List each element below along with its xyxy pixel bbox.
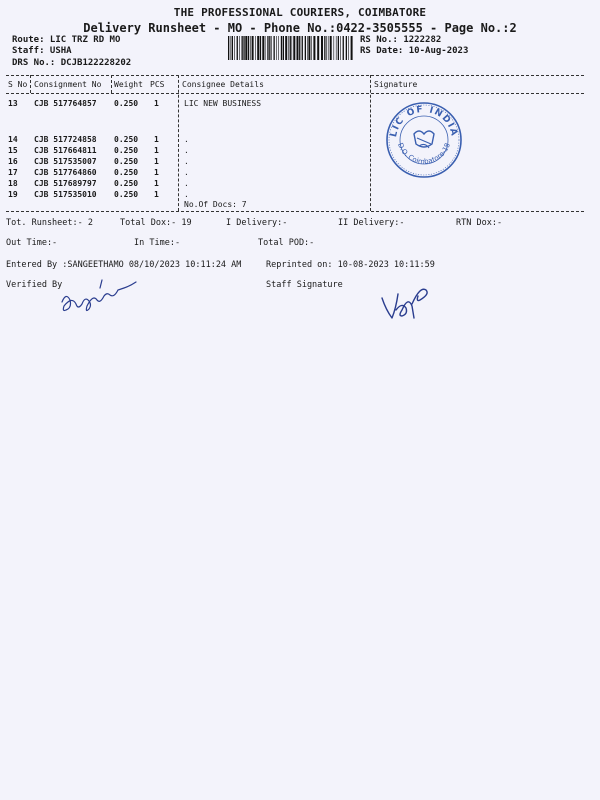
table-row-pcs: 1 [154, 99, 159, 108]
out-time: Out Time:- [6, 238, 58, 248]
col-divider [370, 75, 371, 211]
table-top-rule [6, 75, 584, 76]
table-row-weight: 0.250 [114, 168, 139, 177]
table-row-details: LIC NEW BUSINESS [184, 99, 262, 108]
rtn-dox: RTN Dox:- [456, 218, 503, 228]
staff-label: Staff: USHA [12, 46, 72, 56]
table-row-consignment: CJB 517535010 [34, 190, 97, 199]
col-header-sno: S No [8, 80, 28, 89]
table-row-sno: 19 [8, 190, 18, 199]
table-row-sno: 15 [8, 146, 18, 155]
table-row-pcs: 1 [154, 179, 159, 188]
in-time: In Time:- [134, 238, 181, 248]
table-row-details: . [184, 135, 189, 144]
table-row-details: . [184, 157, 189, 166]
col-divider [30, 75, 31, 93]
total-runsheet: Tot. Runsheet:- 2 [6, 218, 93, 228]
table-row-sno: 17 [8, 168, 18, 177]
table-row-weight: 0.250 [114, 190, 139, 199]
table-row-weight: 0.250 [114, 179, 139, 188]
table-row-sno: 14 [8, 135, 18, 144]
table-row-pcs: 1 [154, 190, 159, 199]
table-row-consignment: CJB 517764857 [34, 99, 97, 108]
table-row-pcs: 1 [154, 135, 159, 144]
svg-text:D.O. Coimbatore-18 [396, 142, 452, 166]
table-row-consignment: CJB 517664811 [34, 146, 97, 155]
table-row-details: . [184, 190, 189, 199]
table-row-details: . [184, 179, 189, 188]
table-row-consignment: CJB 517724858 [34, 135, 97, 144]
second-delivery: II Delivery:- [338, 218, 405, 228]
table-bottom-rule [6, 211, 584, 212]
table-row-sno: 13 [8, 99, 18, 108]
table-row-weight: 0.250 [114, 146, 139, 155]
col-header-weight: Weight [114, 80, 143, 89]
table-row-weight: 0.250 [114, 157, 139, 166]
col-header-signature: Signature [374, 80, 418, 89]
first-delivery: I Delivery:- [226, 218, 288, 228]
table-row-pcs: 1 [154, 157, 159, 166]
total-dox: Total Dox:- 19 [120, 218, 192, 228]
no-of-docs: No.Of Docs: 7 [184, 200, 247, 209]
staff-signature-label: Staff Signature [266, 280, 343, 290]
route-label: Route: LIC TRZ RD MO [12, 35, 121, 45]
table-row-details: . [184, 146, 189, 155]
col-header-consignee: Consignee Details [182, 80, 264, 89]
total-pod: Total POD:- [258, 238, 315, 248]
entered-by: Entered By :SANGEETHAMO 08/10/2023 10:11:24 AM [6, 260, 242, 270]
table-row-details: . [184, 168, 189, 177]
verifier-signature [56, 276, 146, 318]
table-row-sno: 16 [8, 157, 18, 166]
stamp-outer-text: LIC OF INDIA [389, 104, 459, 139]
col-divider [178, 75, 179, 211]
reprinted-on: Reprinted on: 10-08-2023 10:11:59 [266, 260, 435, 270]
table-row-pcs: 1 [154, 146, 159, 155]
verified-by-label: Verified By [6, 280, 63, 290]
col-header-pcs: PCS [150, 80, 165, 89]
company-title: THE PROFESSIONAL COURIERS, COIMBATORE [173, 6, 427, 19]
table-row-pcs: 1 [154, 168, 159, 177]
table-row-consignment: CJB 517764860 [34, 168, 97, 177]
staff-signature-mark [378, 282, 438, 326]
table-header-rule [6, 93, 584, 94]
col-header-consignment: Consignment No [34, 80, 102, 89]
barcode-image [228, 36, 354, 60]
drs-number: DRS No.: DCJB122228202 [12, 58, 132, 68]
rs-number: RS No.: 1222282 [360, 35, 442, 45]
rs-date: RS Date: 10-Aug-2023 [360, 46, 469, 56]
table-row-weight: 0.250 [114, 135, 139, 144]
col-divider [111, 75, 112, 93]
table-row-weight: 0.250 [114, 99, 139, 108]
runsheet-subtitle: Delivery Runsheet - MO - Phone No.:0422-3505555 - Page No.:2 [83, 21, 517, 35]
table-row-consignment: CJB 517535007 [34, 157, 97, 166]
table-row-consignment: CJB 517689797 [34, 179, 97, 188]
stamp-inner-text: D.O. Coimbatore-18 [396, 141, 452, 166]
lic-seal-stamp [384, 100, 464, 180]
table-row-sno: 18 [8, 179, 18, 188]
